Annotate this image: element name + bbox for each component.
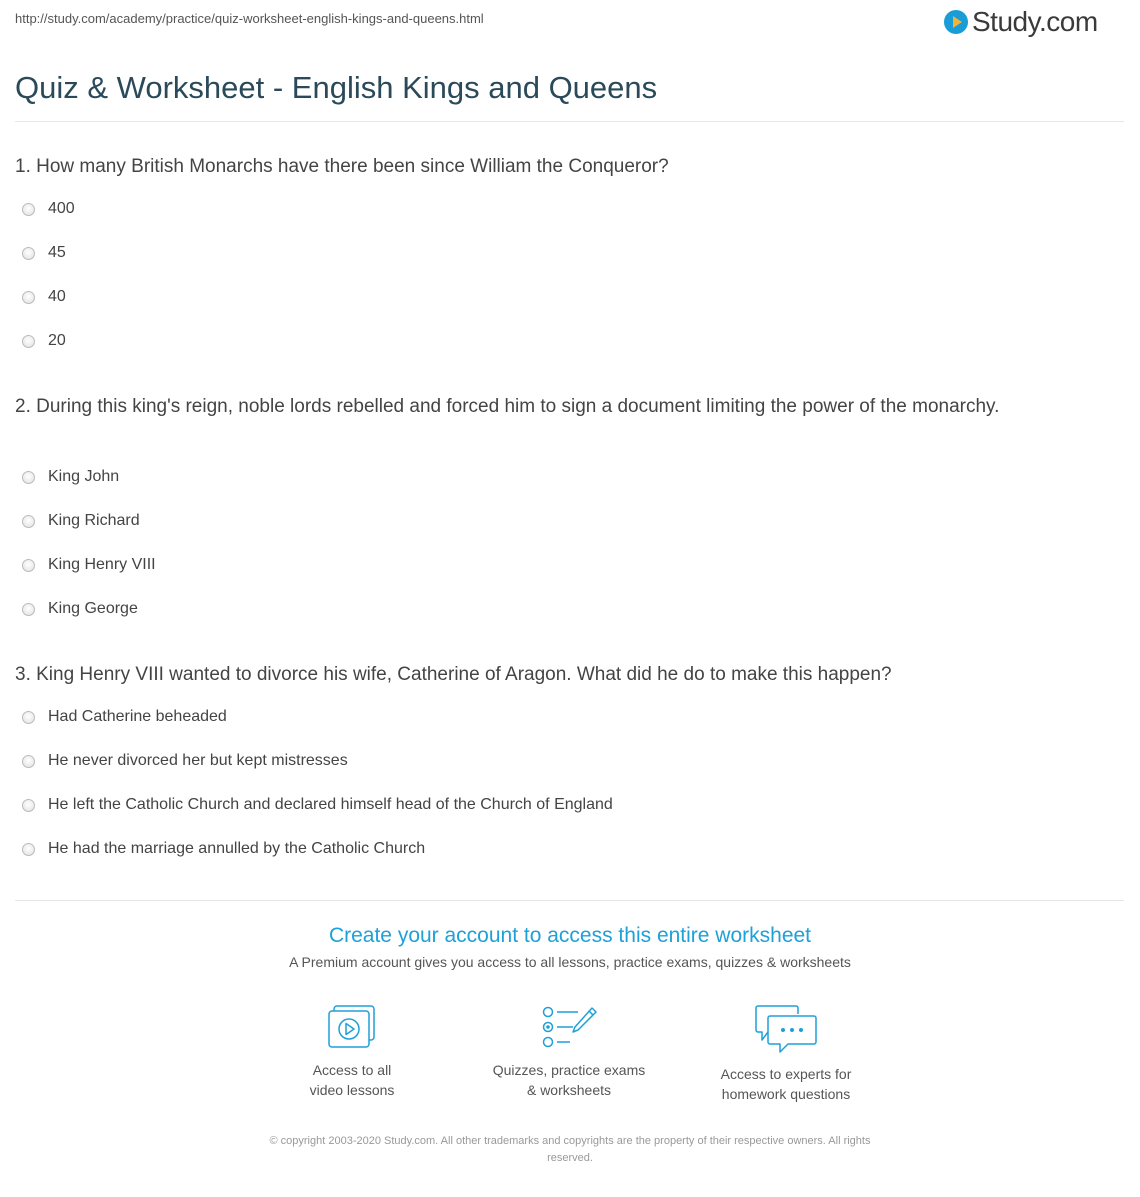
page-url: http://study.com/academy/practice/quiz-worksheet-english-kings-and-queens.html (15, 11, 484, 26)
radio-icon[interactable] (22, 335, 35, 348)
q3-option-4[interactable] (22, 840, 425, 858)
quiz-checklist-icon (540, 1004, 598, 1050)
radio-icon[interactable] (22, 559, 35, 572)
option-label: Had Catherine beheaded (48, 708, 227, 725)
q2-option-2[interactable] (22, 512, 140, 530)
q2-option-1[interactable] (22, 468, 119, 486)
option-label: King Henry VIII (48, 556, 156, 573)
feature-label-line2: & worksheets (526, 1082, 612, 1098)
feature-label-line2: video lessons (309, 1082, 395, 1098)
option-label: 400 (48, 200, 75, 217)
feature-label-line1: Quizzes, practice exams (492, 1062, 646, 1078)
play-logo-icon (944, 10, 968, 34)
radio-icon[interactable] (22, 515, 35, 528)
video-lessons-icon (326, 1004, 378, 1050)
feature-label-line1: Access to experts for (720, 1066, 852, 1082)
copyright-footer (210, 1133, 930, 1167)
footer-line1: © copyright 2003-2020 Study.com. All other trademarks and copyrights are the property of their respective owners. All rights (269, 1135, 871, 1147)
q1-option-3[interactable] (22, 288, 66, 306)
q3-option-2[interactable] (22, 752, 348, 770)
title-divider (15, 121, 1124, 122)
cta-subtitle: A Premium account gives you access to all lessons, practice exams, quizzes & worksheets (289, 954, 851, 970)
feature-experts (686, 1004, 886, 1104)
cta-divider (15, 900, 1124, 901)
radio-icon[interactable] (22, 843, 35, 856)
radio-icon[interactable] (22, 471, 35, 484)
feature-video-lessons (252, 1004, 452, 1100)
question-1: 1. How many British Monarchs have there been since William the Conqueror? (15, 156, 669, 177)
study-logo[interactable] (944, 6, 1098, 38)
option-label: King Richard (48, 512, 140, 529)
radio-icon[interactable] (22, 291, 35, 304)
question-2: 2. During this king's reign, noble lords rebelled and forced him to sign a document limiting the power of the monarchy. (15, 396, 1000, 417)
logo-text: Study.com (972, 6, 1098, 37)
q3-option-1[interactable] (22, 708, 227, 726)
q2-option-4[interactable] (22, 600, 138, 618)
radio-icon[interactable] (22, 799, 35, 812)
radio-icon[interactable] (22, 711, 35, 724)
radio-icon[interactable] (22, 603, 35, 616)
q3-option-3[interactable] (22, 796, 613, 814)
option-label: King John (48, 468, 120, 485)
q1-option-4[interactable] (22, 332, 66, 350)
q1-option-2[interactable] (22, 244, 66, 262)
option-label: He had the marriage annulled by the Catholic Church (48, 840, 426, 857)
option-label: He left the Catholic Church and declared himself head of the Church of England (48, 796, 613, 813)
page-title: Quiz & Worksheet - English Kings and Queens (15, 70, 658, 105)
feature-quizzes (469, 1004, 669, 1100)
feature-label-line2: homework questions (721, 1086, 851, 1102)
cta-title[interactable]: Create your account to access this entire worksheet (328, 924, 812, 947)
question-3: 3. King Henry VIII wanted to divorce his wife, Catherine of Aragon. What did he do to make this happen? (15, 664, 892, 685)
option-label: 40 (48, 288, 66, 305)
radio-icon[interactable] (22, 247, 35, 260)
q2-option-3[interactable] (22, 556, 156, 574)
radio-icon[interactable] (22, 203, 35, 216)
chat-bubbles-icon (754, 1004, 818, 1054)
option-label: He never divorced her but kept mistresses (48, 752, 348, 769)
q1-option-1[interactable] (22, 200, 75, 218)
option-label: King George (48, 600, 138, 617)
footer-line2: reserved. (547, 1152, 593, 1164)
feature-label-line1: Access to all (312, 1062, 392, 1078)
radio-icon[interactable] (22, 755, 35, 768)
option-label: 45 (48, 244, 66, 261)
option-label: 20 (48, 332, 66, 349)
